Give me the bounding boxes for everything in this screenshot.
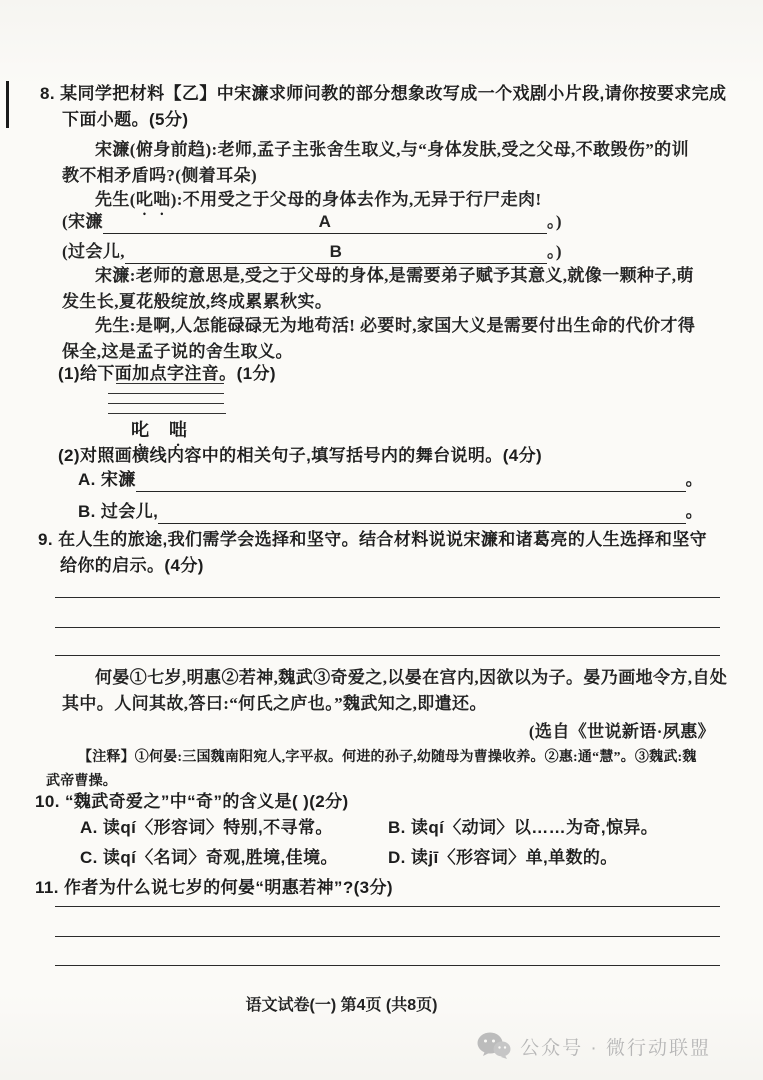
left-margin-registration-mark [6, 81, 9, 128]
q8-d3-emphasized-chars: 叱咄 [135, 190, 171, 209]
q8-d3-post: ):不用受之于父母的身体去作为,无异于行尸走肉! [170, 190, 542, 209]
q11-answer-line-3 [55, 965, 720, 966]
q8-stage-b-blank-line: B [125, 241, 547, 264]
q8-stem-line1: 8. 某同学把材料【乙】中宋濂求师问教的部分想象改写成一个戏剧小片段,请你按要求完成 [40, 84, 727, 103]
q8-sub2-stem: (2)对照画横线内容中的相关句子,填写括号内的舞台说明。(4分) [58, 446, 543, 465]
q11-answer-line-2 [55, 936, 720, 937]
q8-answer-blank-a [78, 468, 703, 492]
q8-dialogue-teacher-3: 保全,这是孟子说的舍生取义。 [62, 342, 293, 361]
page-footer: 语文试卷(一) 第4页 (共8页) [245, 997, 438, 1014]
q9-answer-line-1 [55, 597, 720, 598]
pinyin-char-duo: 咄 [169, 420, 187, 440]
q8-answer-b-blank-line [158, 523, 685, 524]
pinyin-char-chi: 叱 [131, 420, 149, 440]
q8-stage-blank-a [62, 210, 562, 234]
q9-stem-line2: 给你的启示。(4分) [60, 556, 204, 575]
q10-option-b: B. 读qí〈动词〉以……为奇,惊异。 [388, 818, 659, 837]
q8-answer-b-suffix: 。 [685, 502, 703, 521]
q8-stage-b-prefix: (过会儿, [62, 242, 125, 261]
passage-line2: 其中。人问其故,答曰:“何氏之庐也。”魏武知之,即遣还。 [62, 694, 487, 713]
q8-stage-a-suffix: 。) [547, 212, 562, 231]
q8-dialogue-songlian-4: 发生长,夏花般绽放,终成累累秋实。 [62, 292, 333, 311]
q8-dialogue-songlian-3: 宋濂:老师的意思是,受之于父母的身体,是需要弟子赋予其意义,就像一颗种子,萌 [95, 266, 694, 285]
q8-dialogue-songlian-1: 宋濂(俯身前趋):老师,孟子主张舍生取义,与“身体发肤,受之父母,不敢毁伤”的训 [95, 140, 689, 159]
q8-d3-pre: 先生( [95, 190, 136, 209]
pinyin-grid-line-3 [108, 403, 224, 404]
q10-option-d: D. 读jī〈形容词〉单,单数的。 [388, 848, 618, 867]
q10-option-c: C. 读qí〈名词〉奇观,胜境,佳境。 [80, 848, 338, 867]
passage-note-line1: 【注释】①何晏:三国魏南阳宛人,字平叔。何进的孙子,幼随母为曹操收养。②惠:通“慧”。③魏武:魏 [78, 750, 697, 765]
q10-stem: 10. “魏武奇爱之”中“奇”的含义是( )(2分) [35, 792, 349, 811]
q9-answer-line-2 [55, 627, 720, 628]
q8-answer-blank-b [78, 500, 703, 524]
pinyin-grid-line-4 [108, 413, 226, 414]
passage-note-line2: 武帝曹操。 [46, 774, 117, 789]
q9-answer-line-3 [55, 655, 720, 656]
q11-stem: 11. 作者为什么说七岁的何晏“明惠若神”?(3分) [35, 878, 393, 897]
passage-line1: 何晏①七岁,明惠②若神,魏武③奇爱之,以晏在宫内,因欲以为子。晏乃画地令方,自处 [95, 668, 728, 687]
q9-stem-line1: 9. 在人生的旅途,我们需学会选择和坚守。结合材料说说宋濂和诸葛亮的人生选择和坚守 [38, 530, 708, 549]
q8-dialogue-songlian-2: 教不相矛盾吗?(侧着耳朵) [62, 166, 258, 185]
q8-answer-b-prefix: B. 过会儿, [78, 502, 159, 521]
q8-stem-line2: 下面小题。(5分) [62, 110, 189, 129]
q8-stage-a-blank-line: A [103, 211, 547, 234]
watermark-label: 公众号 · 微行动联盟 [520, 1037, 711, 1059]
pinyin-grid-line-2 [108, 393, 224, 394]
q8-answer-a-prefix: A. 宋濂 [78, 470, 136, 489]
q11-answer-line-1 [55, 906, 720, 907]
q8-dialogue-teacher-2: 先生:是啊,人怎能碌碌无为地苟活! 必要时,家国大义是需要付出生命的代价才得 [95, 316, 696, 335]
q8-answer-a-suffix: 。 [685, 470, 703, 489]
q8-stage-a-prefix: (宋濂 [62, 212, 103, 231]
watermark [477, 1032, 711, 1060]
pinyin-grid-line-1 [116, 383, 224, 384]
q8-stage-b-suffix: 。) [547, 242, 562, 261]
passage-source: (选自《世说新语·夙惠》 [528, 722, 715, 741]
q8-sub1-stem: (1)给下面加点字注音。(1分) [58, 364, 276, 383]
q8-answer-a-blank-line [136, 491, 686, 492]
q8-stage-blank-b [62, 240, 562, 264]
wechat-icon [477, 1032, 511, 1060]
q10-option-a: A. 读qí〈形容词〉特别,不寻常。 [80, 818, 333, 837]
